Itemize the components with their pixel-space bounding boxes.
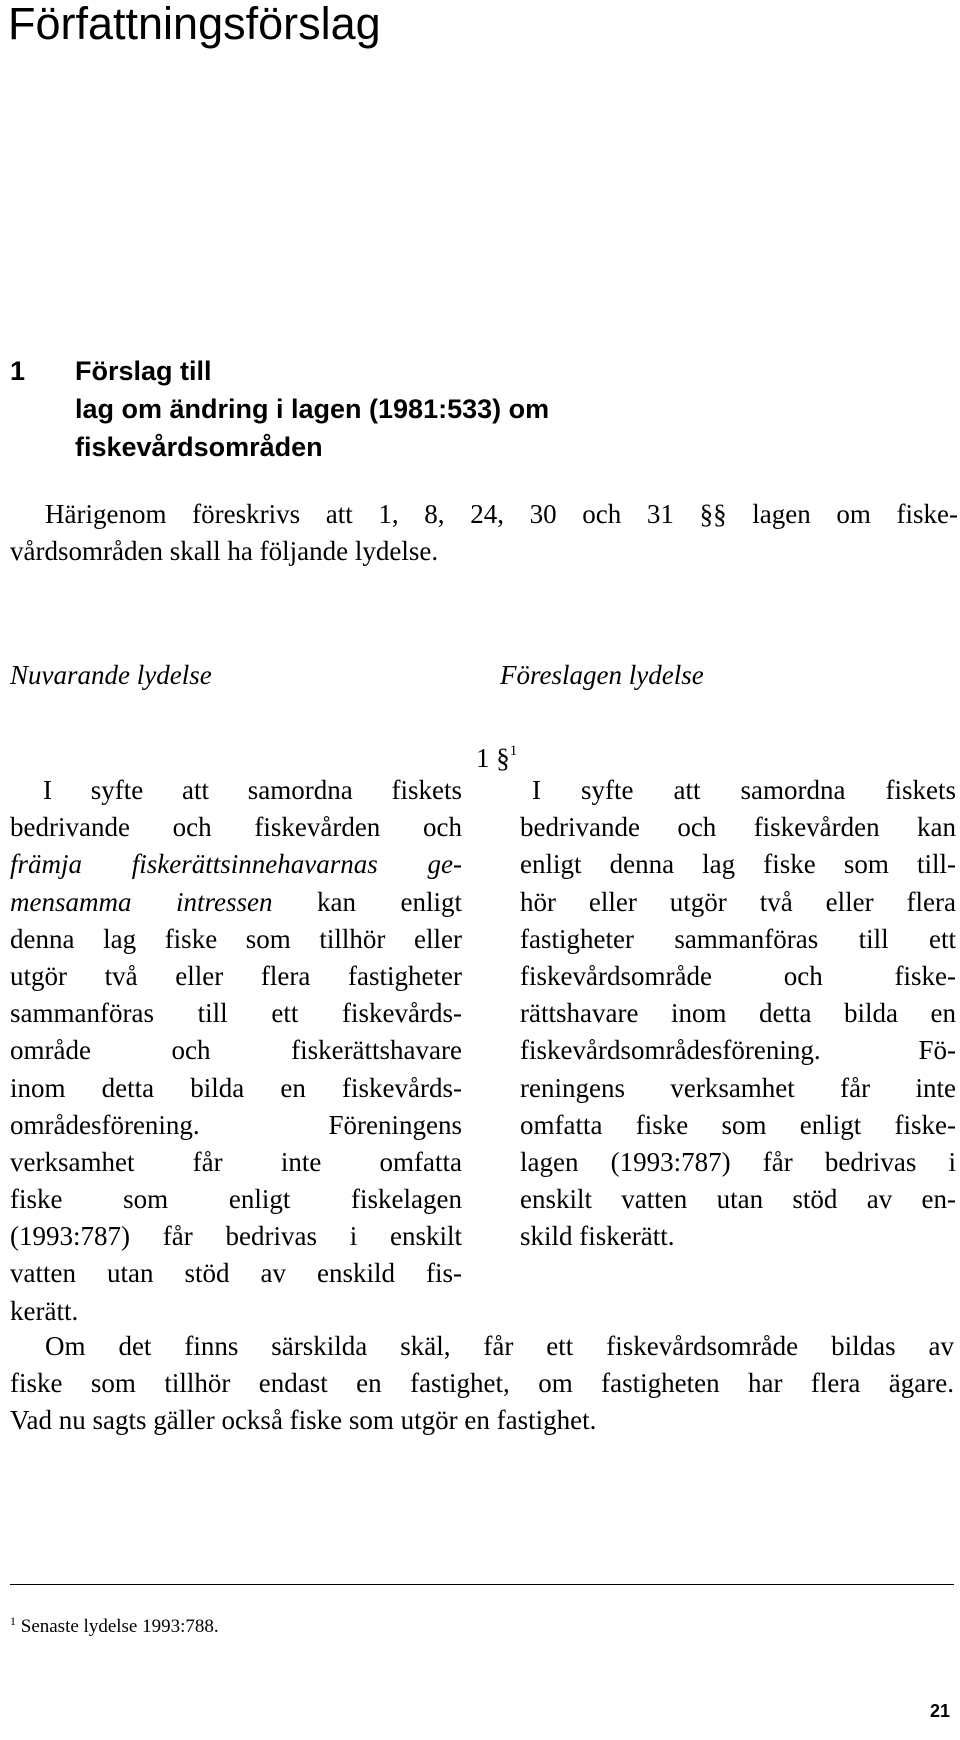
text-line: inom detta bilda en fiskevårds- [10, 1072, 462, 1103]
second-paragraph [10, 1328, 954, 1439]
proposal-heading-line: Förslag till [75, 356, 212, 386]
proposed-wording-heading: Föreslagen lydelse [500, 660, 704, 690]
footnote-text: Senaste lydelse 1993:788. [20, 1616, 219, 1637]
text-line: fiskevårdsområde och fiske- [520, 960, 956, 991]
text-line [10, 884, 462, 921]
page-number: 21 [929, 1701, 950, 1721]
proposed-wording-text [520, 772, 956, 1255]
text-line: skild fiskerätt. [520, 1221, 675, 1252]
text-line: bedrivande och fiskevården och [10, 812, 462, 843]
text-line: I syfte att samordna fiskets [43, 775, 462, 805]
italic-text: främja fiskerättsinnehavarnas ge- [10, 849, 462, 880]
proposal-heading [75, 352, 775, 466]
text-line: fiskevårdsområdesförening. Fö- [520, 1035, 956, 1066]
text-line: utgör två eller flera fastigheter [10, 960, 462, 991]
text-line: Om det finns särskilda skäl, får ett fiskevårdsområde bildas av [45, 1331, 954, 1361]
intro-line: Härigenom föreskrivs att 1, 8, 24, 30 och 31 §§ lagen om fiske- [45, 499, 958, 529]
text-line: kerätt. [10, 1295, 79, 1326]
current-wording-text [10, 772, 462, 1330]
text-line: område och fiskerättshavare [10, 1035, 462, 1066]
footnote [10, 1608, 219, 1640]
text-line: fastigheter sammanföras till ett [520, 923, 956, 954]
proposal-heading-line: lag om ändring i lagen (1981:533) om [75, 394, 550, 424]
text-line: denna lag fiske som tillhör eller [10, 923, 462, 954]
text-line: fiske som tillhör endast en fastighet, om fastigheten har flera ägare. [10, 1368, 954, 1398]
text-line: fiske som enligt fiskelagen [10, 1184, 462, 1215]
text-line: omfatta fiske som enligt fiske- [520, 1109, 956, 1140]
footnote-reference: 1 [509, 743, 518, 759]
section-marker [476, 734, 517, 775]
text-line: reningens verksamhet får inte [520, 1072, 956, 1103]
footnote-divider [10, 1584, 954, 1585]
section-label: 1 § [476, 743, 510, 773]
text-line: områdesförening. Föreningens [10, 1109, 462, 1140]
text-line: sammanföras till ett fiskevårds- [10, 998, 462, 1029]
text-line: (1993:787) får bedrivas i enskilt [10, 1221, 462, 1252]
plain-text: kan enligt [272, 886, 462, 917]
text-line: enskilt vatten utan stöd av en- [520, 1184, 956, 1215]
text-line: verksamhet får inte omfatta [10, 1146, 462, 1177]
text-line: vatten utan stöd av enskild fis- [10, 1258, 462, 1289]
text-line: I syfte att samordna fiskets [532, 775, 956, 805]
page-title: Författningsförslag [8, 0, 381, 49]
text-line: lagen (1993:787) får bedrivas i [520, 1146, 956, 1177]
text-line: enligt denna lag fiske som till- [520, 849, 956, 880]
intro-paragraph [10, 496, 958, 570]
italic-text: mensamma intressen [10, 886, 273, 917]
current-wording-heading: Nuvarande lydelse [10, 660, 212, 690]
text-line: bedrivande och fiskevården kan [520, 812, 956, 843]
intro-line: vårdsområden skall ha följande lydelse. [10, 536, 439, 566]
proposal-number: 1 [10, 356, 26, 386]
text-line: hör eller utgör två eller flera [520, 886, 956, 917]
text-line: rättshavare inom detta bilda en [520, 998, 956, 1029]
text-line [10, 846, 462, 883]
footnote-marker: 1 [10, 1614, 16, 1628]
text-line: Vad nu sagts gäller också fiske som utgör en fastighet. [10, 1405, 597, 1435]
proposal-heading-line: fiskevårdsområden [75, 432, 323, 462]
